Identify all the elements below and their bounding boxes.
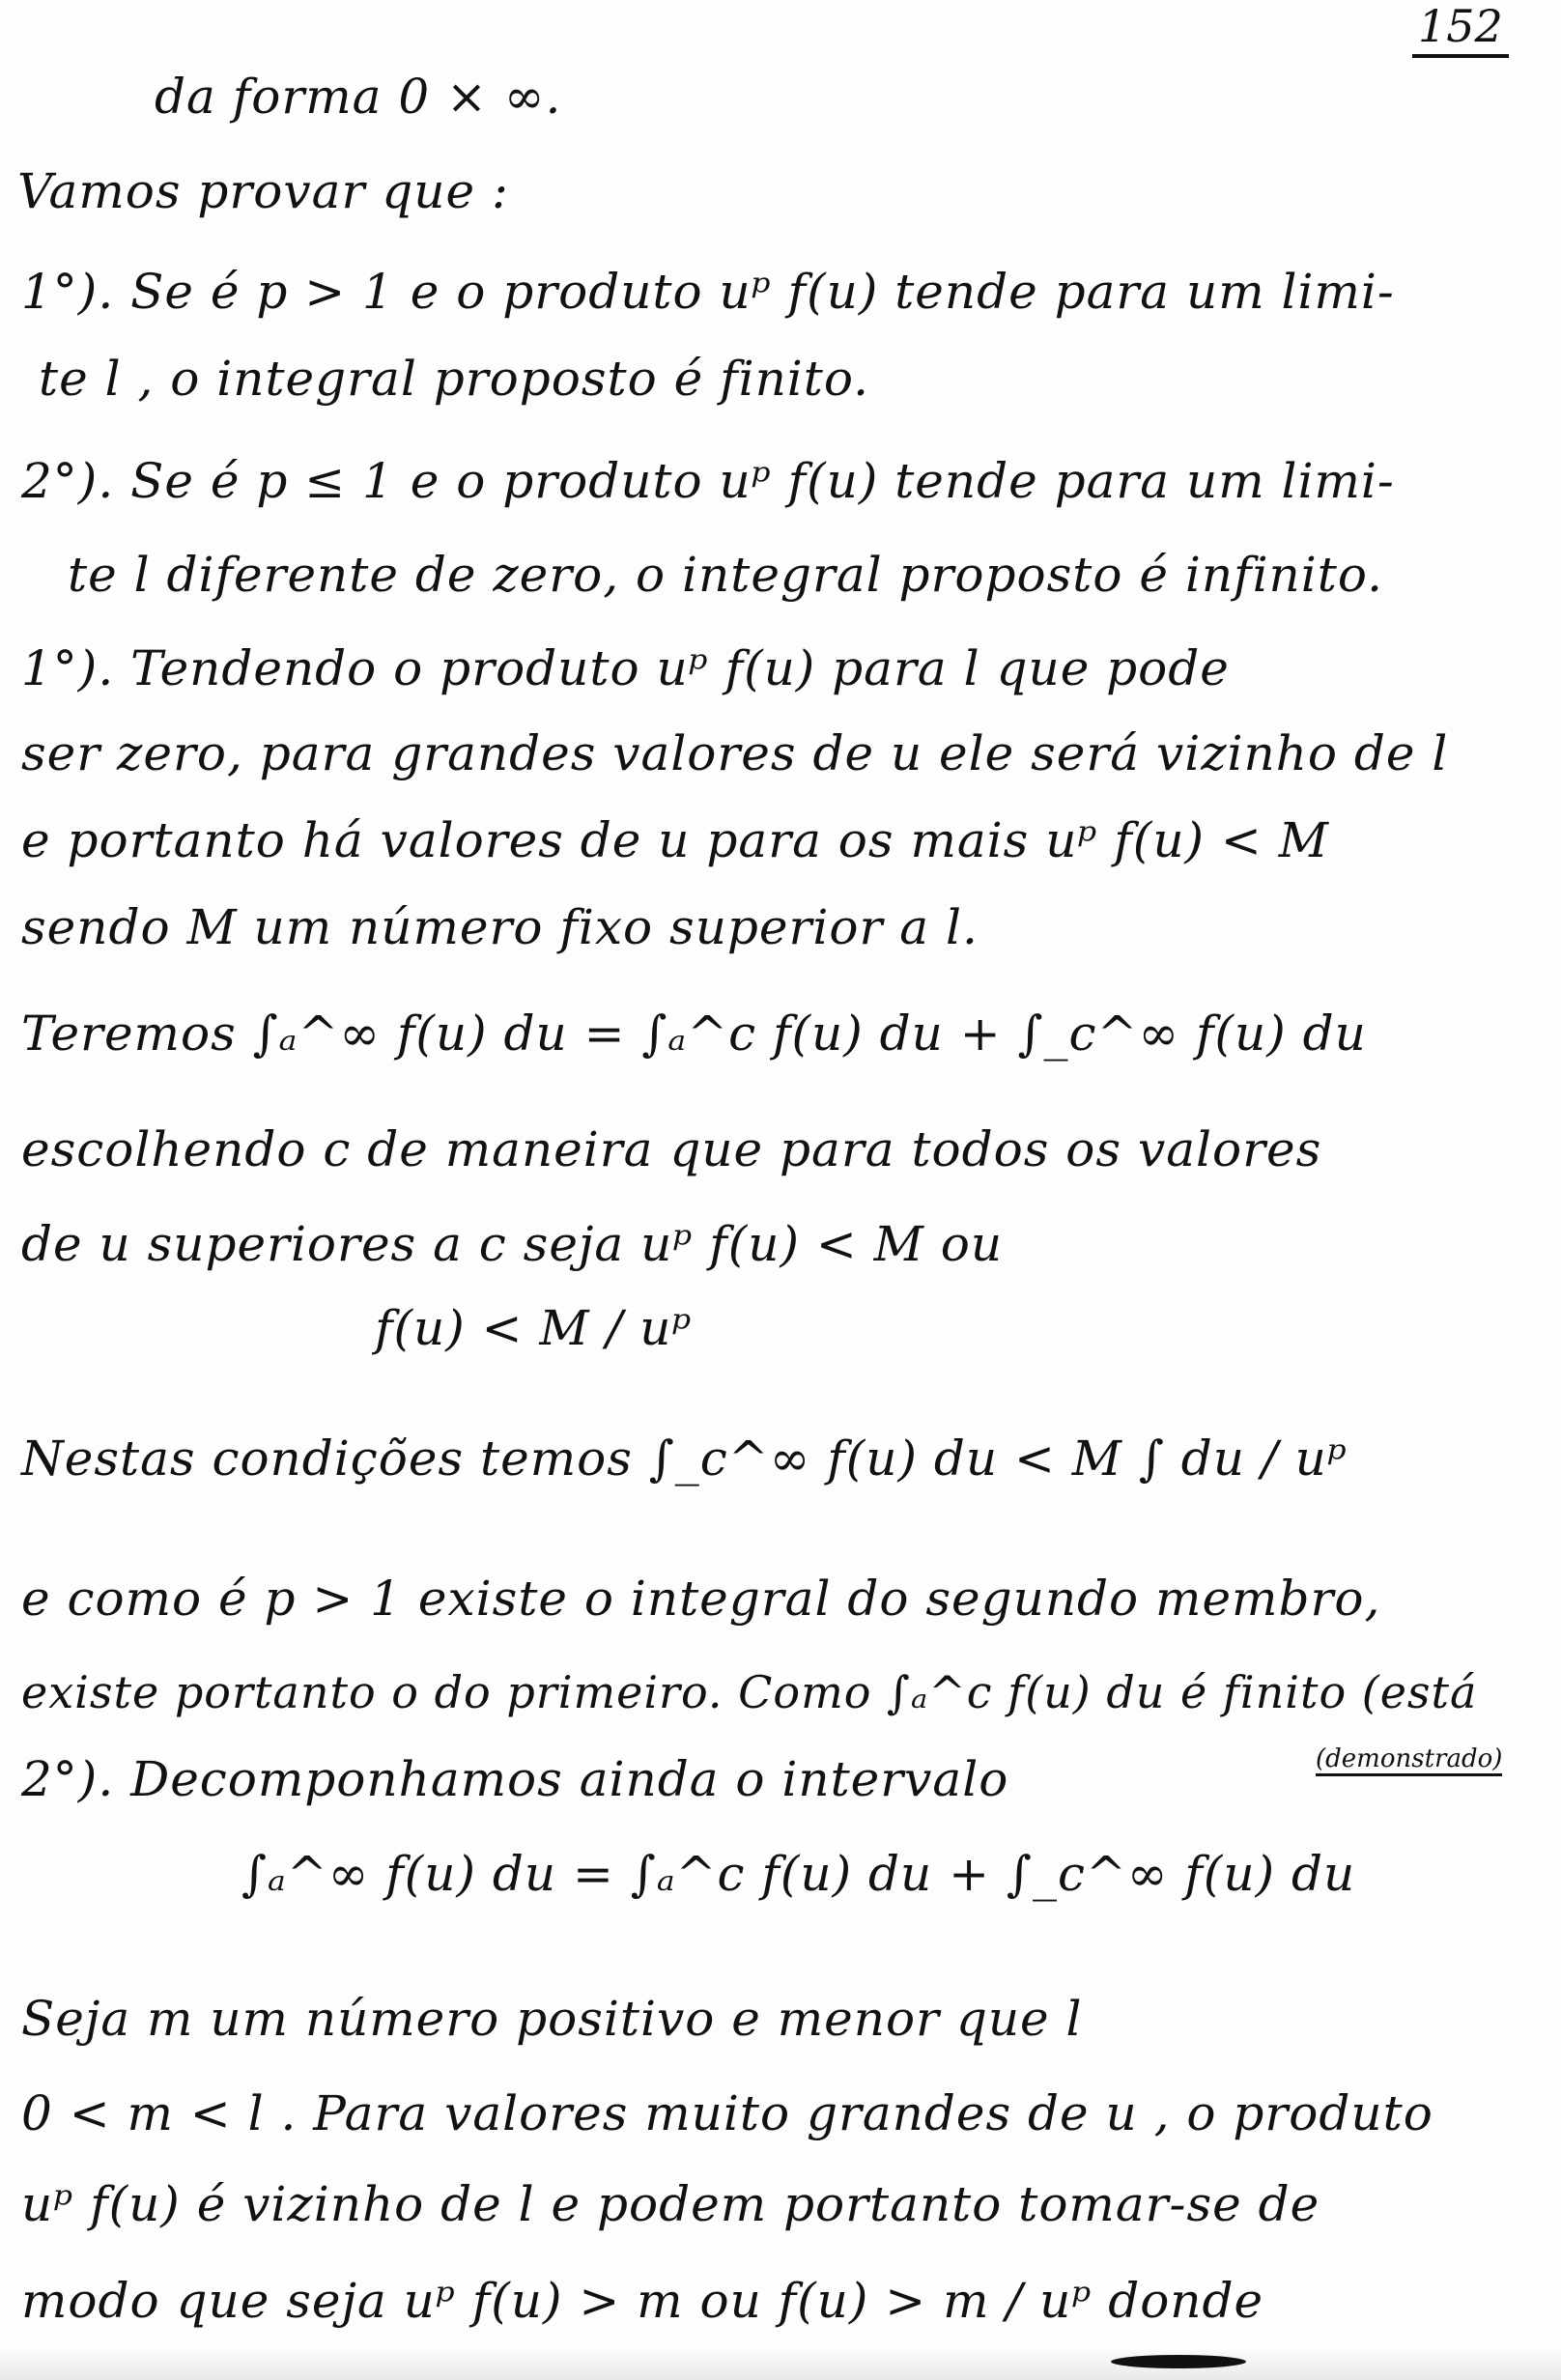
text-line-10: sendo M um número fixo superior a l.	[21, 899, 979, 955]
text-line-8: ser zero, para grandes valores de u ele será vizinho de l	[21, 725, 1449, 781]
text-line-15: Nestas condições temos ∫_c^∞ f(u) du < M ∫ du / uᵖ	[21, 1431, 1348, 1487]
text-line-11: Teremos ∫ₐ^∞ f(u) du = ∫ₐ^c f(u) du + ∫_c^∞ f(u) du	[21, 1006, 1367, 1062]
text-line-21: 0 < m < l . Para valores muito grandes de u , o produto	[21, 2085, 1433, 2141]
text-line-12: escolhendo c de maneira que para todos os valores	[21, 1121, 1322, 1177]
text-line-5: 2°). Se é p ≤ 1 e o produto uᵖ f(u) tende para um limi-	[21, 453, 1395, 509]
ink-smudge	[1111, 2355, 1246, 2368]
text-line-4: te l , o integral proposto é finito.	[39, 351, 869, 407]
page-number: 152	[1412, 0, 1509, 58]
text-line-23: modo que seja uᵖ f(u) > m ou f(u) > m / uᵖ donde	[21, 2273, 1264, 2329]
text-line-1: da forma 0 × ∞.	[155, 69, 562, 125]
text-line-19: ∫ₐ^∞ f(u) du = ∫ₐ^c f(u) du + ∫_c^∞ f(u) du	[241, 1846, 1356, 1902]
text-line-18: 2°). Decomponhamos ainda o intervalo	[21, 1751, 1009, 1807]
text-line-7: 1°). Tendendo o produto uᵖ f(u) para l que pode	[21, 640, 1230, 696]
text-line-16: e como é p > 1 existe o integral do segundo membro,	[21, 1571, 1381, 1627]
scan-bottom-edge	[0, 2347, 1561, 2380]
text-line-2: Vamos provar que :	[17, 163, 509, 219]
text-line-14: f(u) < M / uᵖ	[375, 1300, 693, 1356]
text-line-9: e portanto há valores de u para os mais uᵖ f(u) < M	[21, 812, 1329, 868]
text-line-13: de u superiores a c seja uᵖ f(u) < M ou	[21, 1216, 1004, 1272]
text-line-6: te l diferente de zero, o integral proposto é infinito.	[68, 547, 1383, 603]
text-line-3: 1°). Se é p > 1 e o produto uᵖ f(u) tende para um limi-	[21, 264, 1395, 320]
margin-note: (demonstrado)	[1316, 1744, 1502, 1776]
text-line-20: Seja m um número positivo e menor que l	[21, 1991, 1083, 2047]
text-line-17: existe portanto o do primeiro. Como ∫ₐ^c f(u) du é finito (está	[21, 1666, 1478, 1718]
text-line-22: uᵖ f(u) é vizinho de l e podem portanto tomar-se de	[21, 2176, 1320, 2232]
